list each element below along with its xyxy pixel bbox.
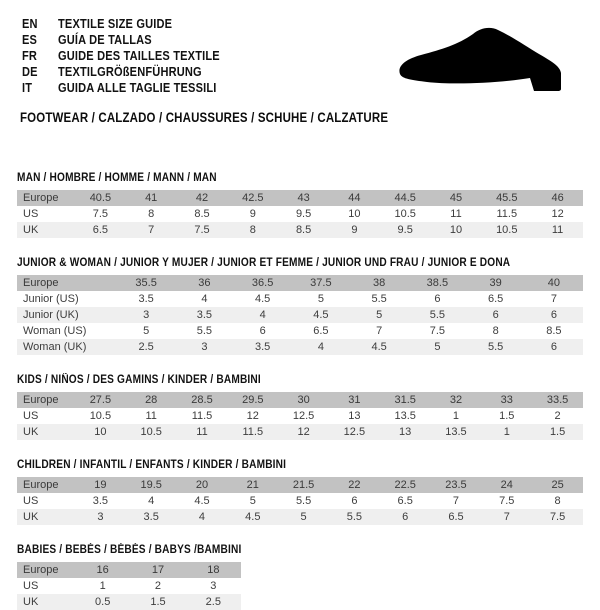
- size-table-row: [17, 493, 583, 509]
- size-cell: 2.5: [186, 594, 241, 610]
- size-cell: 4.5: [350, 339, 408, 355]
- size-cell: 3.5: [92, 495, 109, 507]
- size-cell: 12: [551, 208, 564, 220]
- language-line-it: [22, 79, 248, 95]
- size-cell: 12: [278, 424, 329, 440]
- size-cell: 29.5: [227, 392, 278, 408]
- size-table-row: [17, 307, 583, 323]
- size-cell: 5.5: [371, 293, 387, 305]
- size-cell: 11.5: [191, 410, 213, 422]
- size-table-row: [17, 206, 583, 222]
- size-cell: 7: [481, 509, 532, 525]
- size-cell: 1.5: [532, 424, 583, 440]
- language-line-de: [22, 63, 248, 79]
- size-table-row: [17, 509, 583, 525]
- size-cell: 7: [452, 495, 460, 507]
- size-cell: 10: [431, 222, 482, 238]
- size-cell: 3: [210, 580, 217, 592]
- size-cell: 20: [177, 477, 228, 493]
- size-cell: 21: [227, 477, 278, 493]
- size-cell: 9: [249, 208, 256, 220]
- size-cell: 23.5: [431, 477, 482, 493]
- language-code: FR: [22, 48, 38, 63]
- row-label: Woman (UK): [17, 339, 117, 355]
- size-cell: 4.5: [254, 293, 271, 305]
- size-cell: 3: [175, 339, 233, 355]
- row-label: Europe: [17, 477, 75, 493]
- row-label: Europe: [17, 190, 75, 206]
- size-cell: 7.5: [177, 222, 228, 238]
- size-cell: 7.5: [532, 509, 583, 525]
- row-label: US: [23, 208, 39, 220]
- shoe-silhouette-icon: [394, 24, 574, 98]
- size-cell: 46: [532, 190, 583, 206]
- size-cell: 10.5: [126, 424, 177, 440]
- size-cell: 28: [126, 392, 177, 408]
- size-cell: 4: [148, 495, 155, 507]
- size-cell: 12.5: [292, 410, 315, 422]
- size-cell: 5.5: [295, 495, 312, 507]
- row-label: Woman (US): [23, 325, 87, 337]
- size-cell: 13: [348, 410, 361, 422]
- size-table-row: [17, 323, 583, 339]
- size-cell: 7.5: [429, 325, 446, 337]
- size-cell: 8.5: [194, 208, 210, 220]
- size-cell: 22.5: [380, 477, 431, 493]
- size-cell: 3.5: [175, 307, 233, 323]
- size-cell: 8.5: [278, 222, 329, 238]
- size-cell: 4.5: [227, 509, 278, 525]
- size-cell: 27.5: [75, 392, 126, 408]
- row-label: Europe: [17, 562, 75, 578]
- size-cell: 6.5: [313, 325, 329, 337]
- size-cell: 41: [126, 190, 177, 206]
- size-table-junior-woman: [17, 275, 583, 355]
- size-cell: 7: [376, 325, 383, 337]
- size-cell: 44.5: [380, 190, 431, 206]
- row-label: US: [23, 410, 39, 422]
- language-line-es: [22, 31, 248, 47]
- size-table-header-row: [17, 562, 241, 578]
- size-table-row: [17, 222, 583, 238]
- size-cell: 9.5: [380, 222, 431, 238]
- size-cell: 5.5: [196, 325, 213, 337]
- language-code: IT: [22, 80, 33, 95]
- size-cell: 45.5: [481, 190, 532, 206]
- row-label: UK: [17, 509, 75, 525]
- row-label: Europe: [17, 275, 117, 291]
- section-title: CHILDREN / INFANTIL / ENFANTS / KINDER / BAMBINI: [17, 459, 287, 471]
- size-cell: 33: [481, 392, 532, 408]
- size-cell: 5: [278, 509, 329, 525]
- size-cell: 4: [292, 339, 350, 355]
- size-cell: 44: [329, 190, 380, 206]
- row-label: US: [23, 580, 39, 592]
- size-cell: 40.5: [75, 190, 126, 206]
- size-cell: 6.5: [431, 509, 482, 525]
- row-label: UK: [17, 594, 75, 610]
- row-label: UK: [17, 222, 75, 238]
- size-cell: 1.5: [130, 594, 185, 610]
- size-cell: 12.5: [329, 424, 380, 440]
- size-cell: 11.5: [227, 424, 278, 440]
- size-cell: 1.5: [499, 410, 515, 422]
- size-cell: 2: [154, 580, 162, 592]
- size-cell: 6: [259, 325, 266, 337]
- size-cell: 6: [434, 293, 441, 305]
- size-cell: 6.5: [487, 293, 504, 305]
- size-cell: 13.5: [394, 410, 416, 422]
- size-cell: 8: [554, 495, 561, 507]
- language-title-list: [22, 15, 248, 95]
- size-cell: 21.5: [278, 477, 329, 493]
- size-cell: 4: [234, 307, 292, 323]
- section-title: BABIES / BEBÉS / BÉBÉS / BABYS /BAMBINI: [17, 544, 242, 556]
- size-table-row: [17, 291, 583, 307]
- size-cell: 18: [186, 562, 241, 578]
- size-cell: 3.5: [126, 509, 177, 525]
- language-code: ES: [22, 32, 38, 47]
- size-cell: 0.5: [75, 594, 130, 610]
- size-cell: 10.5: [394, 208, 416, 220]
- size-cell: 32: [431, 392, 482, 408]
- category-title: FOOTWEAR / CALZADO / CHAUSSURES / SCHUHE / CALZATURE: [20, 110, 389, 125]
- section-junior-woman: [17, 253, 583, 355]
- size-cell: 10.5: [481, 222, 532, 238]
- size-table-babies: [17, 562, 241, 610]
- size-table-row: [17, 578, 241, 594]
- size-cell: 3: [117, 307, 175, 323]
- size-cell: 3: [75, 509, 126, 525]
- size-cell: 5: [408, 339, 466, 355]
- size-cell: 39: [467, 275, 525, 291]
- size-cell: 24: [481, 477, 532, 493]
- size-table-kids: [17, 392, 583, 440]
- section-title: JUNIOR & WOMAN / JUNIOR Y MUJER / JUNIOR ET FEMME / JUNIOR UND FRAU / JUNIOR E DONA: [17, 257, 511, 269]
- size-cell: 6: [380, 509, 431, 525]
- size-cell: 1: [99, 580, 106, 592]
- size-cell: 6: [525, 339, 583, 355]
- language-title: GUIDA ALLE TAGLIE TESSILI: [58, 80, 217, 95]
- size-cell: 11: [450, 208, 462, 220]
- size-cell: 5.5: [329, 509, 380, 525]
- size-cell: 6: [525, 307, 583, 323]
- size-cell: 5.5: [467, 339, 525, 355]
- size-table-header-row: [17, 275, 583, 291]
- size-cell: 38: [350, 275, 408, 291]
- size-cell: 1: [452, 410, 460, 422]
- size-cell: 10: [75, 424, 126, 440]
- size-cell: 4.5: [194, 495, 210, 507]
- size-table-children: [17, 477, 583, 525]
- size-cell: 11: [532, 222, 583, 238]
- size-cell: 3.5: [138, 293, 154, 305]
- size-cell: 37.5: [292, 275, 350, 291]
- size-cell: 13.5: [431, 424, 482, 440]
- size-cell: 8: [227, 222, 278, 238]
- row-label: US: [23, 495, 39, 507]
- size-cell: 5: [249, 495, 256, 507]
- size-cell: 31.5: [380, 392, 431, 408]
- size-cell: 43: [278, 190, 329, 206]
- size-cell: 19: [75, 477, 126, 493]
- row-label: Europe: [17, 392, 75, 408]
- section-children: [17, 455, 583, 525]
- language-line-fr: [22, 47, 248, 63]
- size-cell: 13: [380, 424, 431, 440]
- row-label: UK: [17, 424, 75, 440]
- size-table-man: [17, 190, 583, 238]
- section-man: [17, 168, 583, 238]
- size-cell: 2.5: [117, 339, 175, 355]
- size-cell: 8: [492, 325, 499, 337]
- size-cell: 28.5: [177, 392, 228, 408]
- size-cell: 35.5: [117, 275, 175, 291]
- size-cell: 8: [148, 208, 155, 220]
- size-table-header-row: [17, 477, 583, 493]
- language-title: GUÍA DE TALLAS: [58, 32, 152, 47]
- size-cell: 17: [130, 562, 185, 578]
- language-title: TEXTILGRÖßENFÜHRUNG: [58, 64, 202, 79]
- size-cell: 33.5: [532, 392, 583, 408]
- size-cell: 2: [554, 410, 561, 422]
- size-cell: 11.5: [496, 208, 518, 220]
- section-kids: [17, 370, 583, 440]
- size-tables: [17, 168, 583, 610]
- size-cell: 3.5: [234, 339, 292, 355]
- size-cell: 10.5: [89, 410, 112, 422]
- size-cell: 31: [329, 392, 380, 408]
- size-cell: 5: [143, 325, 150, 337]
- size-cell: 4.5: [292, 307, 350, 323]
- size-cell: 1: [481, 424, 532, 440]
- size-cell: 11: [145, 410, 157, 422]
- section-title: KIDS / NIÑOS / DES GAMINS / KINDER / BAMBINI: [17, 374, 261, 386]
- size-cell: 40: [525, 275, 583, 291]
- size-cell: 19.5: [126, 477, 177, 493]
- size-cell: 42.5: [227, 190, 278, 206]
- size-cell: 12: [246, 410, 259, 422]
- size-table-header-row: [17, 190, 583, 206]
- size-cell: 7: [550, 293, 557, 305]
- size-table-row: [17, 408, 583, 424]
- size-cell: 5: [350, 307, 408, 323]
- size-cell: 6: [351, 495, 358, 507]
- row-label: Junior (UK): [17, 307, 117, 323]
- language-code: DE: [22, 64, 38, 79]
- size-cell: 10: [348, 208, 361, 220]
- size-cell: 16: [75, 562, 130, 578]
- size-cell: 42: [177, 190, 228, 206]
- size-cell: 5: [317, 293, 324, 305]
- size-cell: 9: [329, 222, 380, 238]
- row-label: Junior (US): [23, 293, 79, 305]
- size-cell: 11: [177, 424, 228, 440]
- size-cell: 30: [278, 392, 329, 408]
- language-title: GUIDE DES TAILLES TEXTILE: [58, 48, 220, 63]
- size-cell: 7.5: [499, 495, 515, 507]
- language-code: EN: [22, 16, 38, 31]
- language-line-en: [22, 15, 248, 31]
- size-cell: 22: [329, 477, 380, 493]
- size-table-row: [17, 424, 583, 440]
- size-cell: 7.5: [92, 208, 109, 220]
- size-cell: 9.5: [295, 208, 312, 220]
- size-cell: 36: [175, 275, 233, 291]
- size-cell: 8.5: [546, 325, 562, 337]
- size-table-header-row: [17, 392, 583, 408]
- size-cell: 36.5: [234, 275, 292, 291]
- section-title: MAN / HOMBRE / HOMME / MANN / MAN: [17, 172, 217, 184]
- language-title: TEXTILE SIZE GUIDE: [58, 16, 173, 31]
- size-cell: 45: [431, 190, 482, 206]
- size-cell: 4: [201, 293, 208, 305]
- size-cell: 25: [532, 477, 583, 493]
- size-cell: 6.5: [397, 495, 413, 507]
- size-table-row: [17, 339, 583, 355]
- size-cell: 6.5: [75, 222, 126, 238]
- size-cell: 5.5: [408, 307, 466, 323]
- size-cell: 6: [467, 307, 525, 323]
- size-cell: 4: [177, 509, 228, 525]
- size-cell: 38.5: [408, 275, 466, 291]
- size-table-row: [17, 594, 241, 610]
- size-cell: 7: [126, 222, 177, 238]
